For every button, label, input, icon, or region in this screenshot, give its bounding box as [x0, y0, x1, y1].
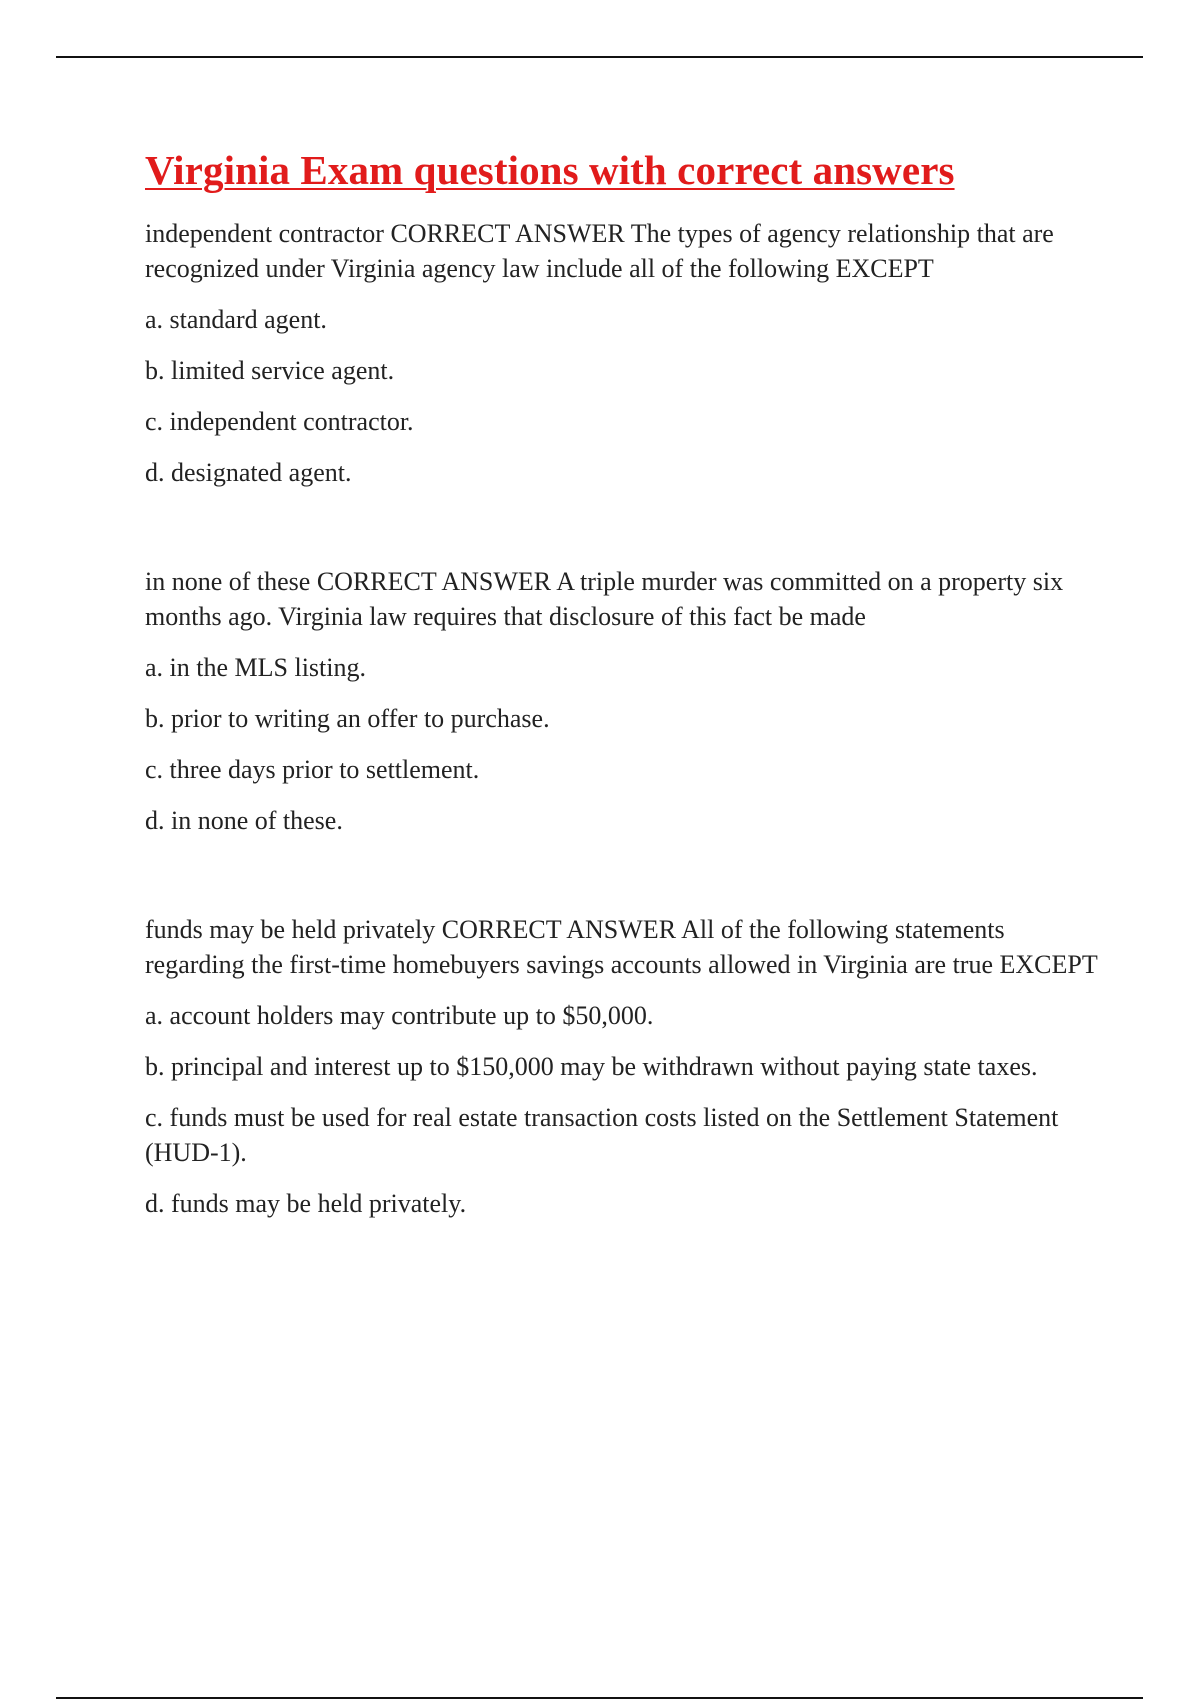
answer-option: c. funds must be used for real estate transaction costs listed on the Settlement Statement (HUD-1). — [145, 1103, 1059, 1168]
answer-option: b. prior to writing an offer to purchase. — [145, 704, 550, 734]
answer-options — [145, 302, 1105, 490]
answer-options — [145, 998, 1105, 1221]
answer-option: a. standard agent. — [145, 305, 327, 335]
question-block — [145, 564, 1105, 838]
question-text: independent contractor CORRECT ANSWER The types of agency relationship that are recognized under Virginia agency law include all of the following EXCEPT — [145, 219, 1054, 284]
question-block — [145, 216, 1105, 490]
answer-option: d. designated agent. — [145, 458, 352, 488]
document-body — [145, 146, 1105, 1221]
question-text: in none of these CORRECT ANSWER A triple murder was committed on a property six months ago. Virginia law requires that disclosure of this fact be made — [145, 567, 1064, 632]
document-title: Virginia Exam questions with correct answers — [145, 147, 955, 193]
answer-option: c. independent contractor. — [145, 407, 414, 437]
question-text: funds may be held privately CORRECT ANSWER All of the following statements regarding the first-time homebuyers savings accounts allowed in Virginia are true EXCEPT — [145, 915, 1098, 980]
answer-option: a. in the MLS listing. — [145, 653, 366, 683]
answer-option: d. in none of these. — [145, 806, 343, 836]
answer-option: c. three days prior to settlement. — [145, 755, 480, 785]
question-block — [145, 912, 1105, 1221]
answer-options — [145, 650, 1105, 838]
answer-option: a. account holders may contribute up to $50,000. — [145, 1001, 654, 1031]
top-rule — [56, 56, 1143, 58]
bottom-rule — [56, 1697, 1143, 1699]
answer-option: d. funds may be held privately. — [145, 1189, 467, 1219]
answer-option: b. limited service agent. — [145, 356, 395, 386]
answer-option: b. principal and interest up to $150,000 may be withdrawn without paying state taxes. — [145, 1052, 1038, 1082]
